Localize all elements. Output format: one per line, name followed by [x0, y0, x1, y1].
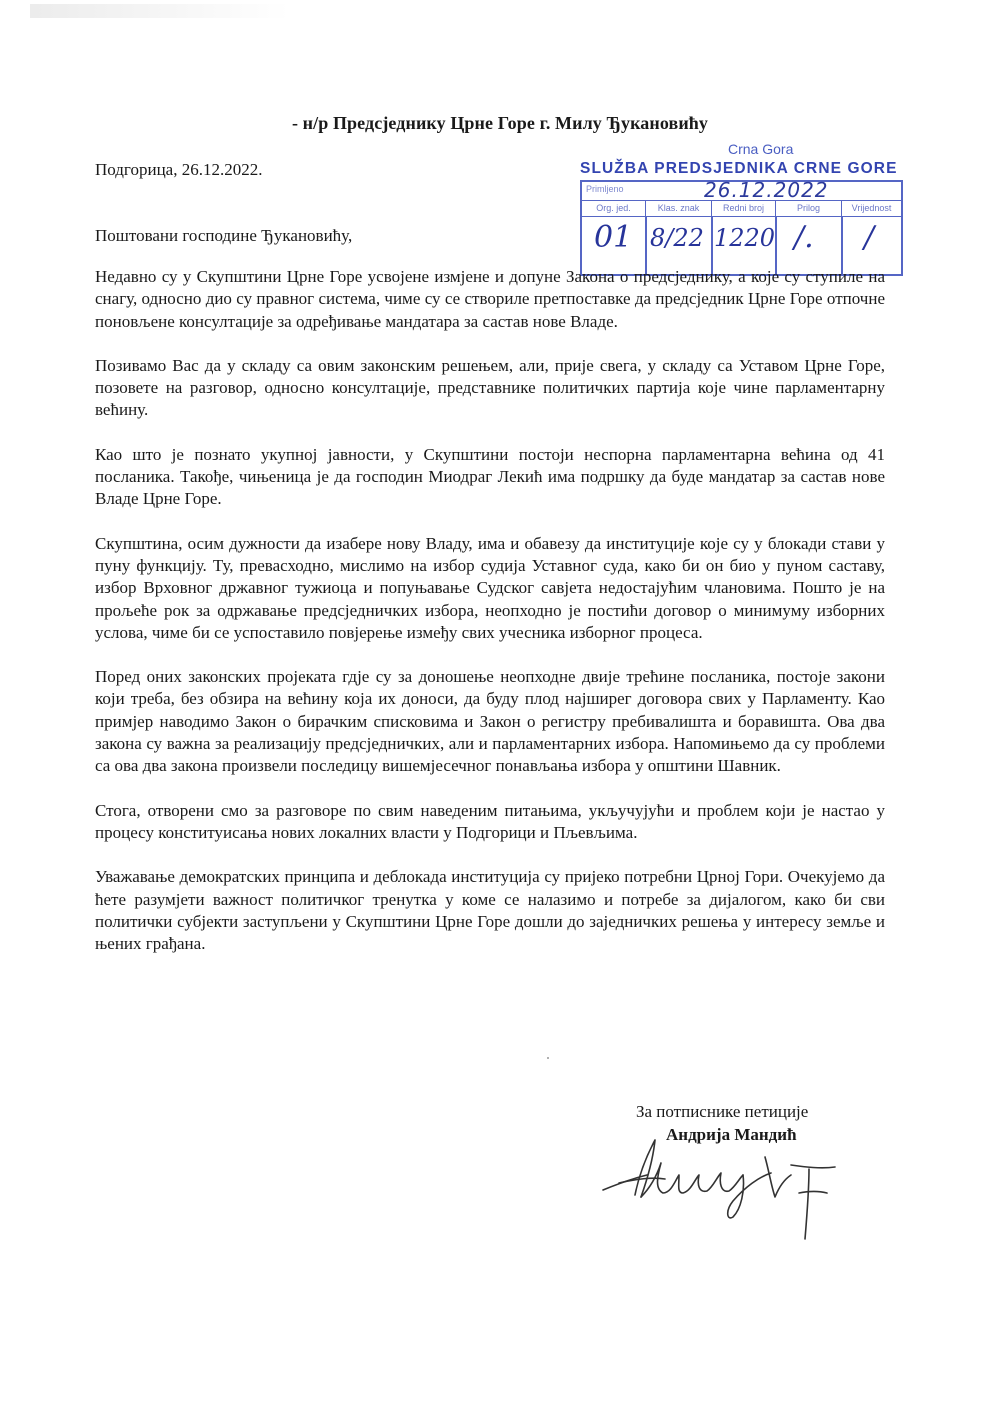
stamp-received-row	[582, 178, 901, 202]
recipient-line: - н/р Предсједнику Црне Горе г. Милу Ђукановићу	[291, 113, 708, 133]
stamp-box	[580, 180, 903, 276]
paragraph: Стога, отворени смо за разговоре по свим наведеним питањима, укључујући и проблем који је настао у процесу конституисања нових локалних власти у Подгорици и Пљевљима.	[95, 800, 885, 842]
paragraph: Скупштина, осим дужности да изабере нову Владу, има и обавезу да институције које су у блокади стави у пуну функцију. Ту, превасходно, мислимо на избор судија Уставног суда, како би он био у пуном саставу, избор Врховног државног тужиоца и попуњавање Судског савјета недостајућим члановима. Пошто је на прољеће рок за одржавање предсједничких избора, неопходно је постићи договор о минимуму изборних услова, чиме би се успоставило повјерење између свих учесника изборног процеса.	[95, 533, 885, 642]
signoff: За потписнике петиције	[636, 1102, 809, 1121]
paragraph: Као што је познато укупној јавности, у Скупштини постоји неспорна парламентарна већина од 41 посланика. Такође, чињеница је да господин Миодраг Лекић има подршку да буде мандатар за састав нове Владе Црне Горе.	[95, 444, 885, 509]
stamp-value: /.	[794, 220, 814, 255]
paragraph: Недавно су у Скупштини Црне Горе усвојене измјене и допуне Закона о предсједнику, а које су ступиле на снагу, односно дио су правног система, чиме су се створиле претпоставке да предсједник Црне Горе отпочне поновљене консултације за одређивање мандатара за састав нове Владе.	[95, 267, 885, 331]
stamp-header-row	[582, 200, 901, 217]
stamp-received-label: Primljeno	[586, 184, 624, 194]
stamp-col-header: Redni broj	[712, 200, 776, 216]
stamp-office: SLUŽBA PREDSJEDNIKA CRNE GORE	[580, 160, 898, 177]
paragraph: Позивамо Вас да у складу са овим законским решењем, али, прије свега, у складу са Уставом Црне Горе, позовете на разговор, односно консултације, представнике политичких партија које чине парламентарну већину.	[95, 355, 885, 420]
stamp-col-header: Vrijednost	[851, 203, 892, 213]
stamp-value: /	[864, 220, 875, 255]
receipt-stamp	[576, 140, 906, 278]
letter-body	[95, 266, 885, 977]
stamp-value: 01	[594, 220, 633, 255]
handwritten-signature	[595, 1135, 845, 1250]
stamp-value: 1220	[714, 224, 776, 252]
stamp-col-header: Prilog	[776, 200, 842, 216]
signer-name: Андрија Мандић	[666, 1125, 797, 1144]
scan-smudge	[30, 4, 290, 18]
stamp-country: Crna Gora	[728, 141, 794, 157]
stamp-received-date: 26.12.2022	[704, 178, 829, 202]
paragraph: Поред оних законских пројеката гдје су за доношење неопходне двије трећине посланика, постоје закони који треба, без обзира на већину која их доноси, да буду плод најширег договора свих у Парламенту. Као примјер наводимо Закон о бирачким списковима и Закон о регистру пребивалишта и боравишта. Ова два закона су важна за реализацију предсједничких, али и парламентарних избора. Напомињемо да су проблеми са ова два закона произвели последицу вишемјесечног понављања избора у општини Шавник.	[95, 667, 885, 776]
paragraph: Уважавање демократских принципа и деблокада институција су пријеко потребни Црној Гори. Очекујемо да ћете разумјети важност политичког тренутка у коме се налазимо и потребе за дијалогом, како би сви политички субјекти заступљени у Скупштини Црне Горе дошли до заједничких решења у интересу земље и њених грађана.	[95, 867, 885, 954]
stamp-col-header: Org. jed.	[582, 200, 646, 216]
stamp-col-header: Klas. znak	[646, 200, 712, 216]
place-date: Подгорица, 26.12.2022.	[95, 160, 263, 179]
stamp-value: 8/22	[650, 224, 704, 252]
scan-speck	[547, 1057, 549, 1059]
greeting: Поштовани господине Ђукановићу,	[95, 226, 353, 245]
